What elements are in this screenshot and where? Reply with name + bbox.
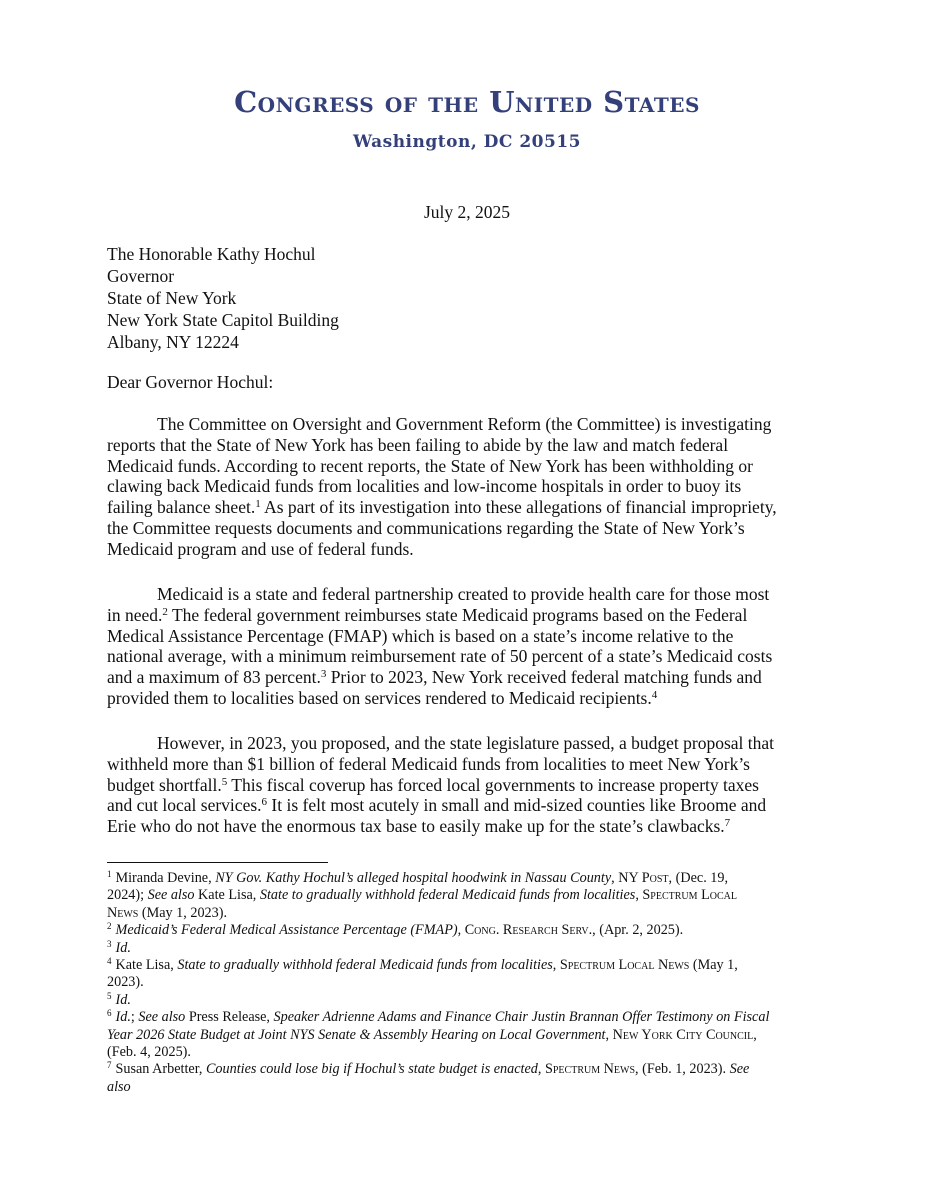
- footnote-number: 7: [107, 1060, 112, 1071]
- letterhead-title: Congress of the United States: [234, 85, 700, 119]
- text-run: , (Apr. 2, 2025).: [592, 922, 684, 939]
- footnote-3: [107, 940, 827, 957]
- publication-name: Spectrum Local News: [559, 957, 690, 974]
- paragraph-line: Medicaid funds. According to recent reports, the State of New York has been withholding or: [107, 455, 753, 476]
- recipient-name: The Honorable Kathy Hochul: [107, 244, 316, 264]
- paragraph-line: [107, 795, 827, 816]
- text-run: ,: [457, 922, 465, 939]
- publication-name: Spectrum News: [544, 1061, 636, 1078]
- text-run: budget shortfall.: [107, 774, 222, 795]
- citation-title: Counties could lose big if Hochul’s state budget is enacted: [205, 1061, 538, 1078]
- paragraph-line: [107, 667, 827, 688]
- footnote-ref: 7: [724, 817, 731, 830]
- footnote-ref: 2: [162, 605, 168, 618]
- footnote-number: 4: [107, 956, 112, 967]
- citation-title: Id.: [115, 1009, 131, 1026]
- text-run: Susan Arbetter,: [115, 1061, 206, 1078]
- recipient-building: New York State Capitol Building: [107, 310, 339, 330]
- paragraph-line: national average, with a minimum reimbursement rate of 50 percent of a state’s Medicaid costs: [107, 646, 773, 667]
- publication-name: News: [107, 904, 139, 921]
- recipient-state: State of New York: [107, 288, 237, 308]
- paragraph-line: [107, 497, 827, 518]
- text-run: Prior to 2023, New York received federal matching funds and: [326, 667, 762, 688]
- footnote-1-cont: [107, 887, 827, 904]
- text-run: in need.: [107, 604, 163, 625]
- footnote-4: [107, 957, 827, 974]
- citation-title: Speaker Adrienne Adams and Finance Chair Justin Brannan Offer Testimony on Fiscal: [273, 1009, 770, 1026]
- footnote-number: 3: [107, 938, 112, 949]
- footnote-number: 6: [107, 1008, 112, 1019]
- citation-title: Id.: [115, 939, 131, 956]
- publication-name: Spectrum Local: [642, 887, 737, 904]
- letterhead: [0, 84, 934, 154]
- footnote-number: 2: [107, 921, 112, 932]
- salutation: Dear Governor Hochul:: [107, 372, 274, 392]
- footnote-divider: [107, 862, 328, 863]
- text-run: (May 1,: [689, 957, 738, 974]
- letter-date: July 2, 2025: [423, 202, 511, 222]
- footnote-6: [107, 1009, 827, 1026]
- footnote-5: [107, 992, 827, 1009]
- paragraph-line: withheld more than $1 billion of federal Medicaid funds from localities to meet New York’s: [107, 753, 750, 774]
- paragraph-1: [107, 414, 827, 560]
- footnote-number: 1: [107, 869, 112, 879]
- text-run: As part of its investigation into these allegations of financial impropriety,: [260, 497, 777, 518]
- paragraph-line: reports that the State of New York has been failing to abide by the law and match federal: [107, 434, 729, 455]
- paragraph-line: Medicaid is a state and federal partnership created to provide health care for those most: [157, 584, 770, 604]
- text-run: (Feb. 4, 2025).: [107, 1044, 191, 1061]
- paragraph-line: [107, 775, 827, 796]
- text-run: provided them to localities based on services rendered to Medicaid recipients.: [107, 687, 652, 708]
- footnote-1: [107, 870, 827, 887]
- paragraph-line: However, in 2023, you proposed, and the state legislature passed, a budget proposal that: [157, 733, 774, 753]
- text-run: failing balance sheet.: [107, 497, 256, 518]
- paragraph-line: [107, 605, 827, 626]
- signal-phrase: See also: [138, 1009, 186, 1026]
- citation-title: State to gradually withhold federal Medicaid funds from localities: [177, 957, 553, 974]
- text-run: ,: [605, 1026, 613, 1043]
- text-run: 2024);: [107, 887, 148, 904]
- text-run: This fiscal coverup has forced local governments to increase property taxes: [227, 774, 759, 795]
- paragraph-line: Medicaid program and use of federal funds.: [107, 538, 414, 559]
- text-run: , NY: [611, 870, 642, 886]
- publication-name: Cong. Research Serv.: [464, 922, 593, 939]
- footnote-number: 5: [107, 990, 112, 1001]
- text-run: (May 1, 2023).: [138, 904, 228, 921]
- paragraph-line: The Committee on Oversight and Government Reform (the Committee) is investigating: [157, 414, 772, 434]
- signal-phrase: also: [107, 1078, 131, 1095]
- text-run: Press Release,: [185, 1009, 274, 1026]
- footnote-2: [107, 922, 827, 939]
- paragraph-line: clawing back Medicaid funds from localities and low-income hospitals in order to buoy its: [107, 476, 742, 497]
- recipient-address: [107, 243, 339, 353]
- footnotes: [107, 870, 827, 1096]
- text-run: Miranda Devine,: [115, 870, 216, 886]
- recipient-title: Governor: [107, 266, 175, 286]
- footnote-ref: 1: [255, 498, 261, 511]
- text-run: ,: [537, 1061, 545, 1078]
- footnote-7: [107, 1061, 827, 1078]
- paragraph-3: [107, 733, 827, 837]
- text-run: , (Dec. 19,: [668, 870, 729, 886]
- text-run: Erie who do not have the enormous tax base to easily make up for the state’s clawbacks.: [107, 816, 725, 837]
- footnote-ref: 3: [320, 668, 327, 681]
- paragraph-line: [107, 816, 827, 837]
- citation-title: NY Gov. Kathy Hochul’s alleged hospital hoodwink in Nassau County: [215, 870, 612, 886]
- text-run: , (Feb. 1, 2023).: [635, 1061, 730, 1078]
- paragraph-2: [107, 584, 827, 709]
- letterhead-address: Washington, DC 20515: [353, 132, 581, 152]
- signal-phrase: See: [729, 1061, 750, 1078]
- footnote-ref: 4: [651, 688, 658, 701]
- footnote-6-cont: [107, 1044, 827, 1061]
- text-run: 2023).: [107, 974, 144, 991]
- footnote-ref: 6: [261, 796, 268, 809]
- footnote-4-cont: [107, 974, 827, 991]
- text-run: and a maximum of 83 percent.: [107, 667, 321, 688]
- citation-title: Id.: [115, 991, 131, 1008]
- footnote-1-cont: [107, 905, 827, 922]
- recipient-city: Albany, NY 12224: [107, 332, 239, 352]
- publication-name: New York City Council: [612, 1026, 754, 1043]
- citation-title: State to gradually withhold federal Medicaid funds from localities: [259, 887, 636, 904]
- signal-phrase: See also: [147, 887, 195, 904]
- paragraph-line: [107, 688, 827, 709]
- footnote-ref: 5: [221, 775, 228, 788]
- text-run: It is felt most acutely in small and mid-sized counties like Broome and: [267, 795, 767, 816]
- citation-title: Medicaid’s Federal Medical Assistance Percentage (FMAP): [115, 922, 458, 939]
- paragraph-line: Medical Assistance Percentage (FMAP) which is based on a state’s income relative to the: [107, 625, 734, 646]
- citation-title: Year 2026 State Budget at Joint NYS Senate & Assembly Hearing on Local Government: [107, 1026, 606, 1043]
- paragraph-line: the Committee requests documents and communications regarding the State of New York’s: [107, 517, 745, 538]
- footnote-6-cont: [107, 1027, 827, 1044]
- text-run: The federal government reimburses state Medicaid programs based on the Federal: [167, 604, 748, 625]
- text-run: Kate Lisa,: [115, 957, 178, 974]
- text-run: ;: [130, 1009, 139, 1026]
- footnote-7-cont: [107, 1079, 827, 1096]
- text-run: ,: [552, 957, 560, 974]
- publication-name: Post: [641, 870, 669, 886]
- text-run: ,: [635, 887, 643, 904]
- text-run: ,: [753, 1026, 757, 1043]
- text-run: Kate Lisa,: [194, 887, 260, 904]
- text-run: and cut local services.: [107, 795, 262, 816]
